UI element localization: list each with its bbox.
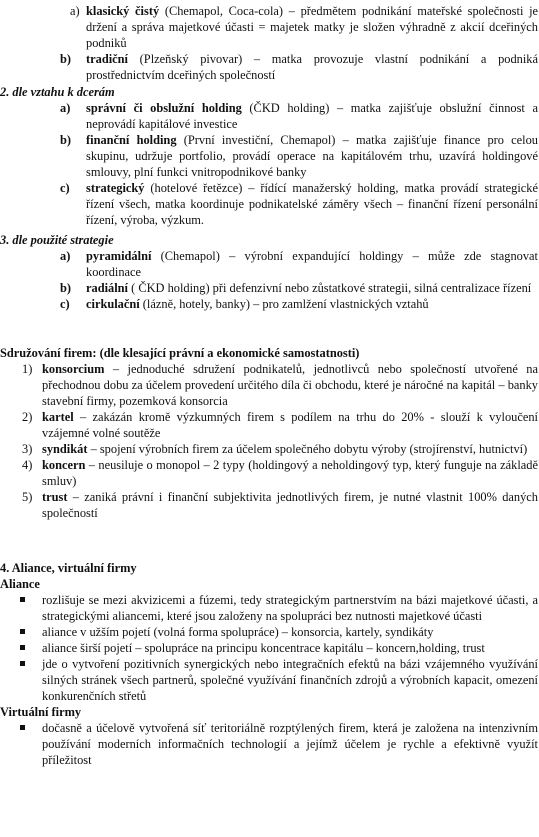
section-aliance [0,560,539,768]
list-item: jde o vytvoření pozitivních synergických nebo integračních efektů na bázi vzájemného využívání silných stránek všech partnerů, společné využívání finančních zdrojů a výrobních kapacit, omezení konkurenčních střetů [42,656,538,704]
list-item: c) cirkulační (lázně, hotely, banky) – pro zamlžení vlastnických vztahů [60,297,429,311]
section-heading: 4. Aliance, virtuální firmy [0,561,137,575]
list-item: b) tradiční (Plzeňský pivovar) – matka provozuje vlastní podnikání a podniká prostřednictvím dceřiných společností [60,52,538,82]
bullet-icon [20,661,25,666]
list-item: dočasně a účelově vytvořená síť teritoriálně rozptýlených firem, která je založena na intenzivním používání moderních informačních technologií a jejímž účelem je rychle a efektivně využít příležitost [42,720,538,768]
list-item: a) pyramidální (Chemapol) – výrobní expandující holdingy – může zde stagnovat koordinace [60,249,538,279]
list-item: b) finanční holding (První investiční, Chemapol) – matka zajišťuje finance pro celou skupinu, udržuje portfolio, provádí operace na kapitálovém trhu, uzavírá holdingové smlouvy, plní funkci vnitropodnikové banky [60,133,538,179]
section-2 [0,84,539,228]
section-sdruzovani [0,345,539,521]
list-1 [0,3,539,83]
bullet-icon [20,645,25,650]
subheading: Virtuální firmy [0,705,82,719]
bullet-icon [20,597,25,602]
list-item: 2) kartel – zakázán kromě výzkumných firem s podílem na trhu do 20% - slouží k vyloučení vzájemné volné soutěže [22,410,538,440]
list-item: aliance v užším pojetí (volná forma spolupráce) – konsorcia, kartely, syndikáty [42,624,538,640]
list-item: rozlišuje se mezi akvizicemi a fúzemi, tedy strategickým partnerstvím na bázi majetkové účasti, a strategickými aliancemi, které jsou založeny na spolupráci bez nutnosti majetkové účasti [42,592,538,624]
section-3 [0,232,539,312]
subheading: Aliance [0,577,40,591]
list-item: 3) syndikát – spojení výrobních firem za účelem společného dobytu výroby (strojírenství, hutnictví) [22,442,528,456]
bullet-icon [20,725,25,730]
list-item: a) správní či obslužní holding (ČKD holding) – matka zajišťuje obslužní činnost a neprovádí kapitálové investice [60,101,538,131]
bullet-icon [20,629,25,634]
list-item: a) klasický čistý (Chemapol, Coca-cola) – předmětem podnikání mateřské společnosti je držení a správa majetkové účasti = majetek matky je složen výhradně z akcií dceřiných podniků [70,4,539,50]
section-heading: Sdružování firem: (dle klesající právní a ekonomické samostatnosti) [0,346,360,360]
list-item: 5) trust – zaniká právní i finanční subjektivita jednotlivých firem, je nutné vlastnit 100% daných společností [22,490,538,520]
list-item: 1) konsorcium – jednoduché sdružení podnikatelů, jednotlivců nebo společností utvořené na přechodnou dobu za účelem provedení určitého díla či obchodu, které je náročné na kapitál – banky stavební firmy, pozemková konsorcia [22,362,538,408]
section-heading: 2. dle vztahu k dcerám [0,85,115,99]
list-item: c) strategický (hotelové řetězce) – řídící manažerský holding, matka provádí strategické řízení všech, matka koordinuje podnikatelské záměry všech – finanční řízení personální řízení, výroba, výzkum. [60,181,538,227]
list-item: aliance širší pojetí – spolupráce na principu koncentrace kapitálu – koncern,holding, trust [42,640,538,656]
list-item: b) radiální ( ČKD holding) při defenzivní nebo zůstatkové strategii, silná centralizace řízení [60,281,532,295]
section-heading: 3. dle použité strategie [0,233,114,247]
list-item: 4) koncern – neusiluje o monopol – 2 typy (holdingový a neholdingový typ, který funguje na základě smluv) [22,458,538,488]
